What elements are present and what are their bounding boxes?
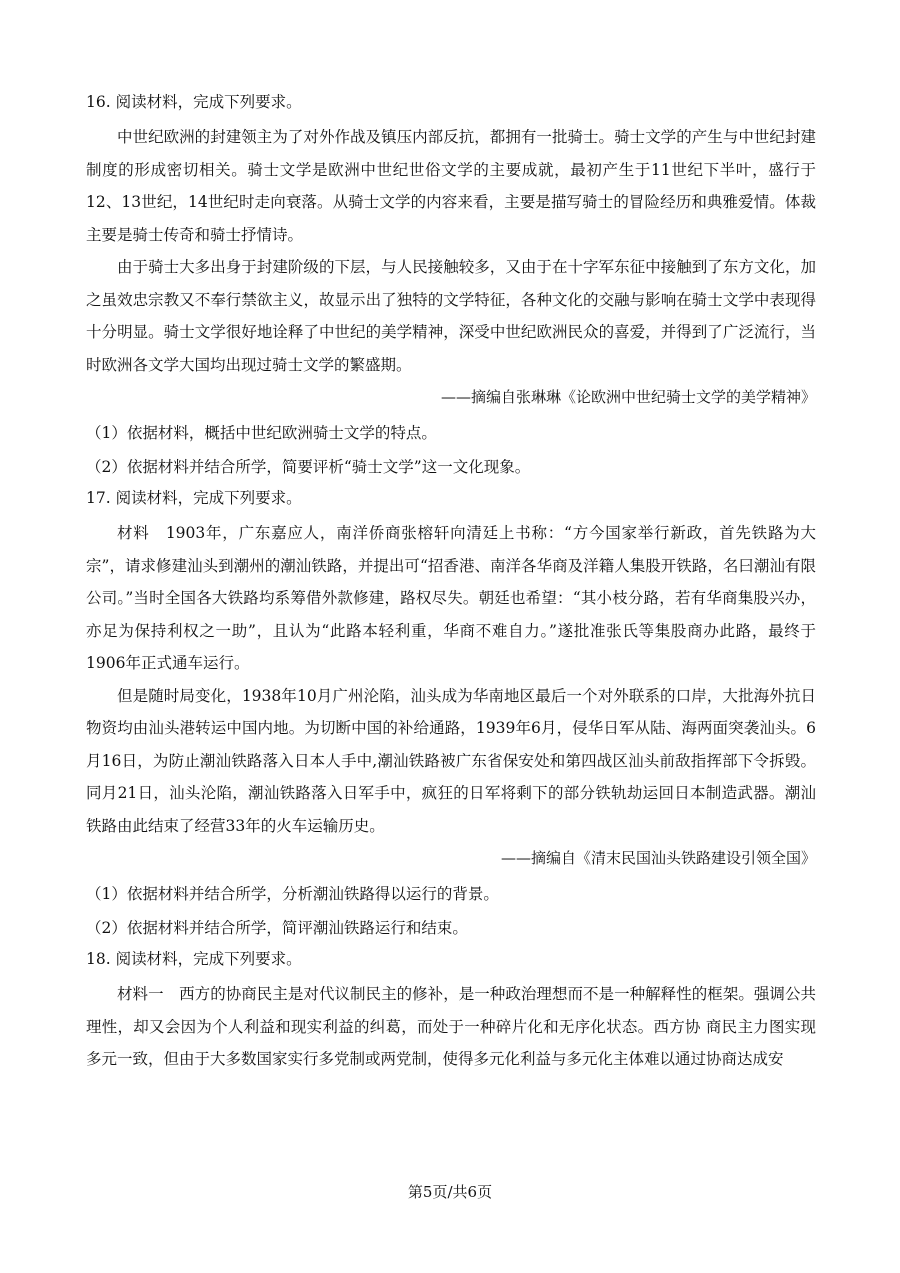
question-18-paragraph-1: 材料一 西方的协商民主是对代议制民主的修补，是一种政治理想而不是一种解释性的框架。强调公共理性，却又会因为个人利益和现实利益的纠葛，而处于一种碎片化和无序化状态。西方协 商民主力图实现多元一致，但由于大多数国家实行多党制或两党制，使得多元化利益与多元化主体难以通过协商达成安: [86, 985, 816, 1068]
question-16-sub-1: （1）依据材料，概括中世纪欧洲骑士文学的特点。: [86, 424, 437, 442]
exam-page: [86, 88, 816, 1076]
question-16-paragraph-2: 由于骑士大多出身于封建阶级的下层，与人民接触较多，又由于在十字军东征中接触到了东方文化，加之虽效忠宗教又不奉行禁欲主义，故显示出了独特的文学特征，各种文化的交融与影响在骑士文学中表现得十分明显。骑士文学很好地诠释了中世纪的美学精神，深受中世纪欧洲民众的喜爱，并得到了广泛流行，当时欧洲各文学大国均出现过骑士文学的繁盛期。: [86, 258, 816, 374]
question-17-sub-1: （1）依据材料并结合所学，分析潮汕铁路得以运行的背景。: [86, 885, 499, 903]
question-16-sub-2: （2）依据材料并结合所学，简要评析“骑士文学”这一文化现象。: [86, 458, 531, 476]
question-18-title: 18. 阅读材料，完成下列要求。: [86, 950, 302, 968]
question-17-paragraph-2: 但是随时局变化，1938年10月广州沦陷，汕头成为华南地区最后一个对外联系的口岸，大批海外抗日物资均由汕头港转运中国内地。为切断中国的补给通路，1939年6月，侵华日军从陆、海两面突袭汕头。6月16日，为防止潮汕铁路落入日本人手中,潮汕铁路被广东省保安处和第四战区汕头前敌指挥部下令拆毁。同月21日，汕头沦陷，潮汕铁路落入日军手中，疯狂的日军将剩下的部分铁轨劫运回日本制造武器。潮汕铁路由此结束了经营33年的火车运输历史。: [86, 686, 816, 835]
question-16-source: ——摘编自张琳琳《论欧洲中世纪骑士文学的美学精神》: [440, 388, 816, 406]
question-16: [86, 88, 816, 484]
question-17-paragraph-1: 材料 1903年，广东嘉应人，南洋侨商张榕轩向清廷上书称：“方今国家举行新政，首先铁路为大宗”，请求修建汕头到潮州的潮汕铁路，并提出可“招香港、南洋各华商及洋籍人集股开铁路，名曰潮汕有限公司。”当时全国各大铁路均系筹借外款修建，路权尽失。朝廷也希望：“其小枝分路，若有华商集股兴办，亦足为保持利权之一助”，且认为“此路本轻利重，华商不难自力。”遂批准张氏等集股商办此路，最终于1906年正式通车运行。: [86, 524, 816, 672]
question-16-title: 16. 阅读材料，完成下列要求。: [86, 93, 302, 111]
question-17-title: 17. 阅读材料，完成下列要求。: [86, 489, 302, 507]
question-17-source: ——摘编自《清末民国汕头铁路建设引领全国》: [500, 849, 816, 867]
page-number-footer: 第5页/共6页: [407, 1183, 493, 1201]
question-17: [86, 484, 816, 945]
question-16-paragraph-1: 中世纪欧洲的封建领主为了对外作战及镇压内部反抗，都拥有一批骑士。骑士文学的产生与中世纪封建制度的形成密切相关。骑士文学是欧洲中世纪世俗文学的主要成就，最初产生于11世纪下半叶，盛行于12、13世纪，14世纪时走向衰落。从骑士文学的内容来看，主要是描写骑士的冒险经历和典雅爱情。体裁主要是骑士传奇和骑士抒情诗。: [86, 128, 816, 244]
question-18: [86, 945, 816, 1076]
question-17-sub-2: （2）依据材料并结合所学，简评潮汕铁路运行和结束。: [86, 919, 468, 937]
